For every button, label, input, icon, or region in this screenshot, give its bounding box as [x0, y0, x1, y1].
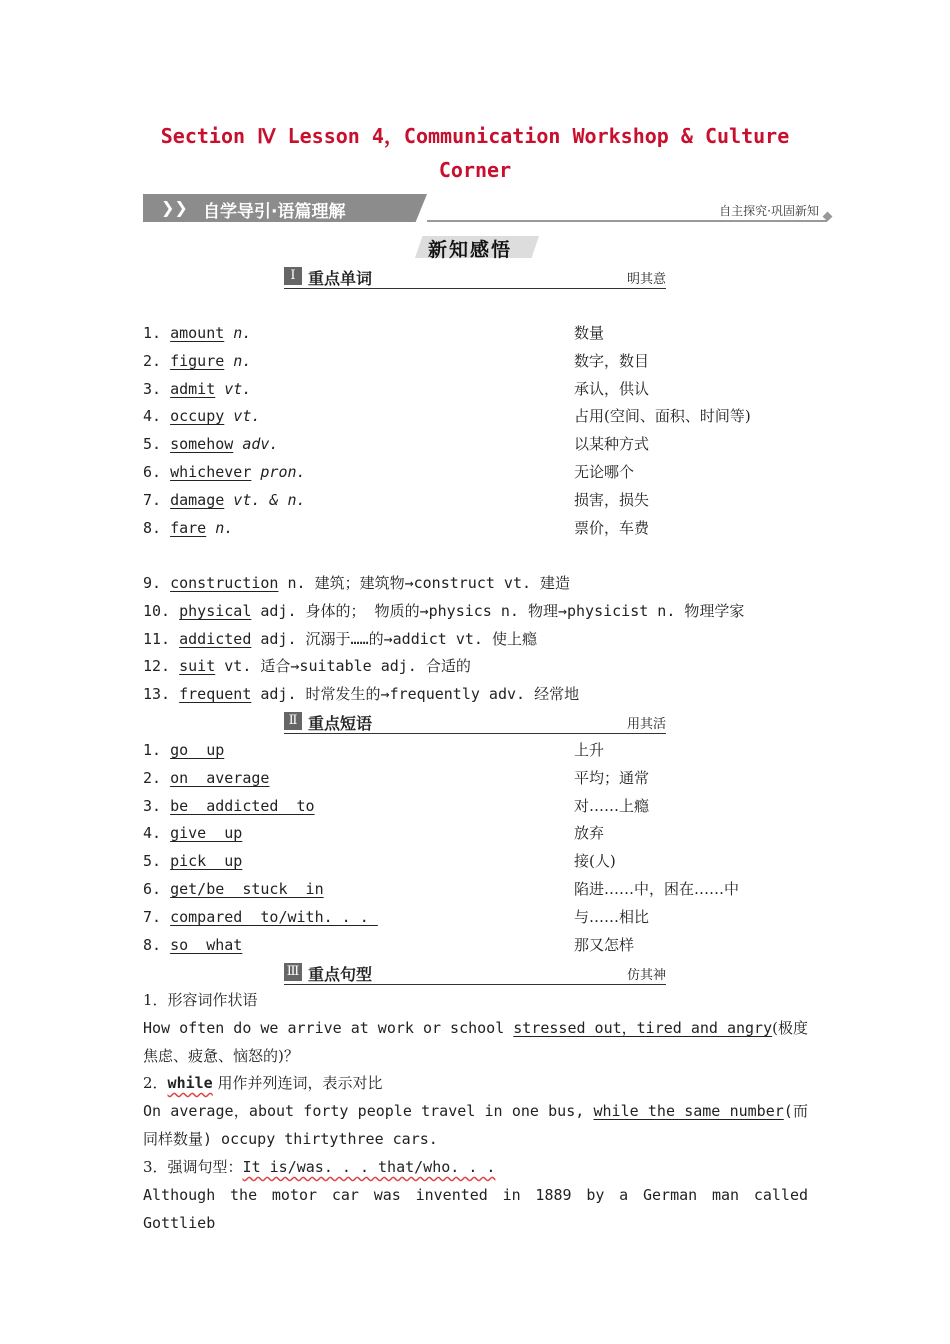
item-number: 1. — [143, 741, 171, 759]
part-of-speech: adv. — [233, 435, 279, 454]
phrase-text: get/be stuck in — [170, 880, 324, 898]
phrase-row — [143, 935, 242, 955]
subhead — [410, 234, 540, 260]
item-number: 2. — [143, 768, 171, 787]
word-row — [143, 379, 251, 399]
phrase-meaning: 接(人) — [574, 852, 616, 871]
word-derivations: adj. 身体的； 物质的→physics n. 物理→physicist n. 物理学家 — [251, 601, 745, 620]
phrase-text: go up — [170, 741, 225, 759]
part-of-speech: vt. & n. — [224, 490, 306, 509]
sentence-3-example: Although the motor car was invented in 1889 by a German man called Gottlieb — [143, 1186, 808, 1232]
sentence-1-heading: 1．形容词作状语 — [143, 991, 258, 1009]
item-number: 11. — [143, 629, 180, 648]
vocab-word: whichever — [170, 463, 252, 481]
phrase-row — [143, 796, 315, 816]
item-number: 13. — [143, 685, 180, 704]
chevron-right-icon: ❯❯ — [161, 198, 188, 217]
phrase-text: pick up — [170, 852, 243, 871]
item-number: 9. — [143, 574, 171, 592]
word-row — [143, 462, 306, 482]
part-of-speech: vt. — [215, 379, 252, 398]
section-number: Ⅱ — [284, 712, 302, 730]
item-number: 6. — [143, 463, 171, 481]
item-number: 12. — [143, 657, 180, 676]
phrase-meaning: 平均；通常 — [574, 768, 650, 787]
page-title: Section Ⅳ Lesson 4，Communication Workshop & Culture — [160, 124, 790, 148]
sentence-3-title: 3．强调句型： — [143, 1158, 243, 1176]
sentence-2-heading — [143, 1073, 382, 1093]
sentence-gloss: (而同样数量) occupy thirtythree cars. — [143, 1102, 808, 1148]
phrase-row — [143, 851, 242, 871]
section-label: 重点单词 — [308, 269, 373, 288]
word-row — [143, 518, 233, 538]
item-number: 3. — [143, 379, 171, 398]
item-number: 8. — [143, 518, 171, 537]
word-row — [143, 406, 260, 426]
item-number: 6. — [143, 880, 171, 898]
sentence-2-example — [143, 1097, 808, 1153]
sentence-1-example — [143, 1014, 808, 1070]
banner-divider — [427, 220, 827, 222]
vocab-word: suit — [179, 657, 216, 676]
phrase-meaning: 放弃 — [574, 824, 605, 843]
vocab-word: somehow — [170, 435, 234, 454]
section-note: 用其活 — [626, 717, 666, 732]
section-number: Ⅲ — [284, 963, 302, 981]
sentence-3-heading — [143, 1157, 495, 1177]
subhead-text: 新知感悟 — [428, 239, 513, 261]
vocab-word: amount — [170, 324, 225, 342]
phrase-text: so what — [170, 935, 243, 954]
phrase-row — [143, 768, 269, 788]
part-of-speech: vt. — [224, 407, 261, 426]
part-of-speech: n. — [206, 518, 234, 537]
vocab-word: frequent — [179, 685, 252, 704]
word-meaning: 承认，供认 — [574, 379, 650, 398]
item-number: 4. — [143, 407, 171, 426]
section-note: 明其意 — [626, 272, 666, 287]
section-heading-sentences — [284, 962, 666, 985]
part-of-speech: n. — [224, 351, 252, 370]
item-number: 10. — [143, 601, 180, 620]
sentence-gloss: (极度焦虑、疲惫、恼怒的)？ — [143, 1019, 808, 1065]
section-label: 重点短语 — [308, 714, 373, 733]
section-heading-phrases — [284, 711, 666, 734]
banner-left-label: 自学导引·语篇理解 — [203, 202, 346, 222]
word-derivations: n. 建筑；建筑物→construct vt. 建造 — [278, 574, 571, 592]
sentence-blank: while the same number — [593, 1102, 784, 1120]
section-note: 仿其神 — [626, 968, 666, 983]
word-row — [143, 629, 537, 649]
section-heading-words — [284, 266, 666, 289]
page-title-line2: Corner — [438, 158, 512, 182]
sentence-2-title: 用作并列连词，表示对比 — [212, 1074, 383, 1092]
word-derivations: vt. 适合→suitable adj. 合适的 — [215, 657, 471, 676]
phrase-text: compared to/with. . . — [170, 907, 378, 926]
item-number: 2. — [143, 351, 171, 370]
word-meaning: 占用(空间、面积、时间等) — [574, 407, 751, 426]
phrase-text: on average — [170, 768, 270, 787]
item-number: 1. — [143, 324, 171, 342]
item-number: 7. — [143, 490, 171, 509]
banner-right-label: 自主探究·巩固新知 — [719, 204, 819, 218]
phrase-meaning: 与……相比 — [574, 907, 650, 926]
word-row — [143, 656, 471, 676]
phrase-row — [143, 823, 242, 843]
vocab-word: admit — [170, 379, 216, 398]
section-number: Ⅰ — [284, 267, 302, 285]
word-meaning: 数量 — [574, 324, 605, 342]
vocab-word: addicted — [179, 629, 252, 648]
phrase-meaning: 上升 — [574, 741, 605, 759]
item-number: 5. — [143, 852, 171, 871]
phrase-meaning: 那又怎样 — [574, 935, 635, 954]
sentence-text: On average，about forty people travel in one bus, — [143, 1102, 594, 1120]
sentence-2-keyword: while — [167, 1074, 213, 1092]
section-banner — [143, 194, 833, 222]
word-row — [143, 351, 251, 371]
vocab-word: fare — [170, 518, 207, 537]
part-of-speech: pron. — [251, 463, 306, 481]
word-row — [143, 323, 251, 343]
word-row — [143, 573, 570, 593]
item-number: 3. — [143, 796, 171, 815]
word-row — [143, 601, 744, 621]
word-derivations: adj. 沉溺于……的→addict vt. 使上瘾 — [251, 629, 537, 648]
vocab-word: construction — [170, 574, 279, 592]
phrase-text: be addicted to — [170, 796, 315, 815]
phrase-row — [143, 879, 324, 899]
vocab-word: occupy — [170, 407, 225, 426]
section-label: 重点句型 — [308, 965, 373, 984]
vocab-word: damage — [170, 490, 225, 509]
word-derivations: adj. 时常发生的→frequently adv. 经常地 — [251, 685, 580, 704]
word-row — [143, 684, 579, 704]
sentence-3-keyword: It is/was. . . that/who. . . — [242, 1158, 496, 1176]
word-meaning: 无论哪个 — [574, 463, 635, 481]
vocab-word: physical — [179, 601, 252, 620]
word-meaning: 以某种方式 — [574, 435, 650, 454]
phrase-text: give up — [170, 824, 243, 843]
phrase-meaning: 陷进……中，困在……中 — [574, 880, 740, 898]
item-number: 7. — [143, 907, 171, 926]
sentence-2-number: 2． — [143, 1074, 168, 1092]
item-number: 5. — [143, 435, 171, 454]
sentence-blank: stressed out，tired and angry — [513, 1019, 773, 1037]
phrase-row — [143, 740, 224, 760]
word-meaning: 数字，数目 — [574, 351, 650, 370]
word-row — [143, 490, 306, 510]
vocab-word: figure — [170, 351, 225, 370]
item-number: 4. — [143, 824, 171, 843]
part-of-speech: n. — [224, 324, 252, 342]
sentence-text: How often do we arrive at work or school — [143, 1019, 514, 1037]
phrase-row — [143, 907, 378, 927]
word-row — [143, 434, 278, 454]
word-meaning: 损害，损失 — [574, 490, 650, 509]
word-meaning: 票价，车费 — [574, 518, 650, 537]
item-number: 8. — [143, 935, 171, 954]
phrase-meaning: 对……上瘾 — [574, 796, 650, 815]
